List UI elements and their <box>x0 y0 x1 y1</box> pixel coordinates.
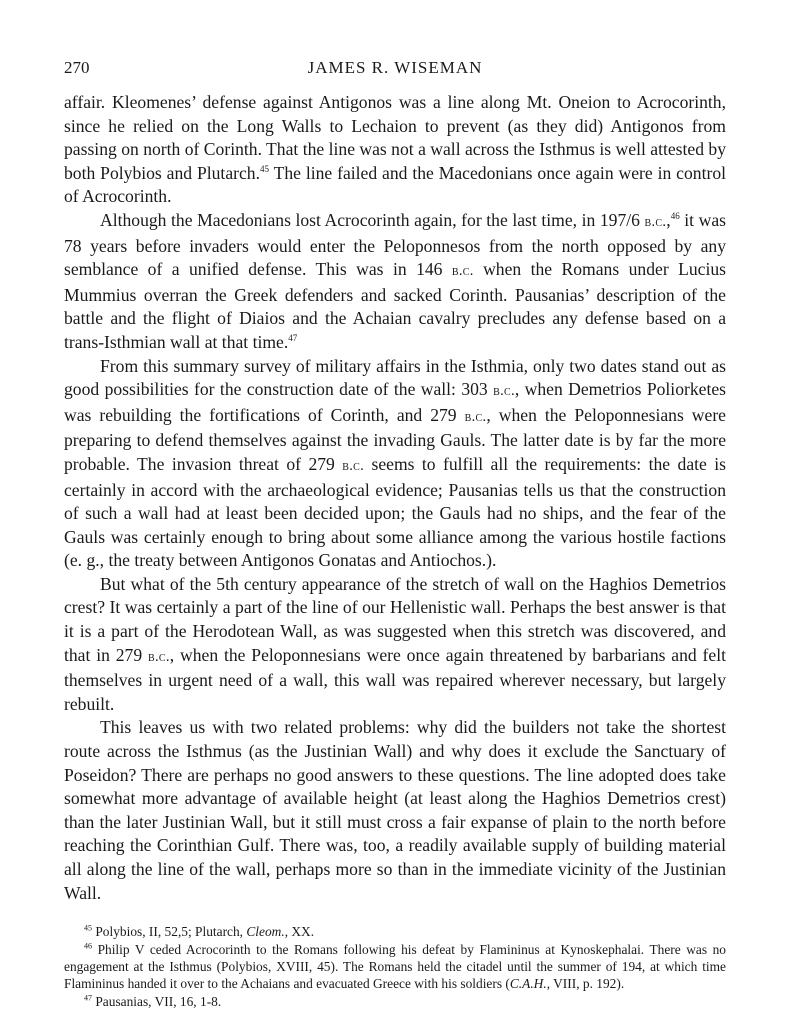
body-text <box>64 91 726 905</box>
footnote-number: 46 <box>84 941 92 951</box>
paragraph-1 <box>64 91 726 209</box>
paragraph-4 <box>64 573 726 717</box>
footnote-ref-45[interactable]: 45 <box>260 163 269 174</box>
footnote-number: 47 <box>84 993 92 1003</box>
page-number: 270 <box>64 58 90 77</box>
era-abbrev: b.c. <box>644 213 667 230</box>
era-abbrev: b.c. <box>342 457 365 474</box>
paragraph-3 <box>64 355 726 573</box>
footnote-ref-47[interactable]: 47 <box>288 333 298 344</box>
running-title: JAMES R. WISEMAN <box>307 58 483 77</box>
era-abbrev: b.c. <box>148 648 170 665</box>
era-abbrev: b.c. <box>493 383 515 400</box>
footnote-46 <box>64 941 726 993</box>
text-span: , when Demetrios Poliorketes was rebuilding the fortifications of Corinth, and 279 <box>64 379 727 425</box>
footnotes <box>64 923 726 1010</box>
text-span: when the Romans under Lucius Mummius overran the Greek defenders and sacked Corinth. Pausanias’ description of the battle and the flight of Diaios and the Achaian cavalry precludes any defense based on a trans-Isthmian wall at that time. <box>64 259 726 352</box>
text-span: , XX. <box>284 924 315 940</box>
text-span: affair. Kleomenes’ defense against Antigonos was a line along Mt. Oneion to Acrocorinth, since he relied on the Long Walls to Lechaion to prevent (as they did) Antigonos from passing on north of Corinth. That the line was not a wall across the Isthmus is well attested by both Polybios and Plutarch. <box>64 92 726 183</box>
italic-title: C.A.H. <box>509 976 547 992</box>
era-abbrev: b.c. <box>464 408 487 425</box>
footnote-number: 45 <box>84 923 92 933</box>
footnote-45 <box>64 923 726 940</box>
paragraph-5 <box>64 716 726 905</box>
text-span: This leaves us with two related problems: why did the builders not take the shortest route across the Isthmus (as the Justinian Wall) and why does it exclude the Sanctuary of Poseidon? There are perhaps no good answers to these questions. The line adopted does take somewhat more advantage of available height (at least along the Haghios Demetrios crest) than the later Justinian Wall, but it still must cross a fair expanse of plain to the north before reaching the Corinthian Gulf. There was, too, a readily available supply of building material all along the line of the wall, perhaps more so than in the immediate vicinity of the Justinian Wall. <box>64 717 726 903</box>
era-abbrev: b.c. <box>451 263 474 280</box>
footnote-ref-46[interactable]: 46 <box>670 211 680 222</box>
text-span: , when the Peloponnesians were once again threatened by barbarians and felt themselves in urgent need of a wall, this wall was repaired wherever necessary, but largely rebuilt. <box>64 644 727 714</box>
text-span: it was 78 years before invaders would enter the Peloponnesos from the north opposed by any semblance of a unified defense. This was in 146 <box>64 209 726 280</box>
text-span: Philip V ceded Acrocorinth to the Romans following his defeat by Flamininus at Kynoskephalai. There was no engagement at the Isthmus (Polybios, XVIII, 45). The Romans held the citadel until the summer of 194, at which time Flamininus handed it over to the Achaians and evacuated Greece with his soldiers ( <box>64 941 726 992</box>
text-span: The line failed and the Macedonians once again were in control of Acrocorinth. <box>64 162 726 207</box>
text-span: , when the Peloponnesians were preparing to defend themselves against the invading Gauls. The latter date is by far the more probable. The invasion threat of 279 <box>64 404 726 474</box>
text-span: Although the Macedonians lost Acrocorinth again, for the last time, in 197/6 <box>100 209 645 230</box>
text-span: seems to fulfill all the requirements: the date is certainly in accord with the archaeological evidence; Pausanias tells us that the construction of such a wall had at least been decided upon; the Gauls had no ships, and the fear of the Gauls was certainly enough to bring about some alliance among the various hostile factions (e. g., the treaty between Antigonos Gonatas and Antiochos.). <box>64 453 726 571</box>
text-span: , <box>666 209 671 230</box>
text-span: , VIII, p. 192). <box>546 976 625 992</box>
italic-title: Cleom. <box>246 924 285 940</box>
footnote-47 <box>64 993 726 1010</box>
paragraph-2 <box>64 209 726 355</box>
text-span: Polybios, II, 52,5; Plutarch, <box>95 924 247 940</box>
page-header <box>64 58 726 82</box>
document-page <box>64 58 726 1010</box>
text-span: But what of the 5th century appearance of the stretch of wall on the Haghios Demetrios crest? It was certainly a part of the line of our Hellenistic wall. Perhaps the best answer is that it is a part of the Herodotean Wall, as was suggested when this stretch was discovered, and that in 279 <box>64 573 726 665</box>
text-span: From this summary survey of military affairs in the Isthmia, only two dates stand out as good possibilities for the construction date of the wall: 303 <box>64 355 726 400</box>
text-span: Pausanias, VII, 16, 1-8. <box>95 993 222 1009</box>
